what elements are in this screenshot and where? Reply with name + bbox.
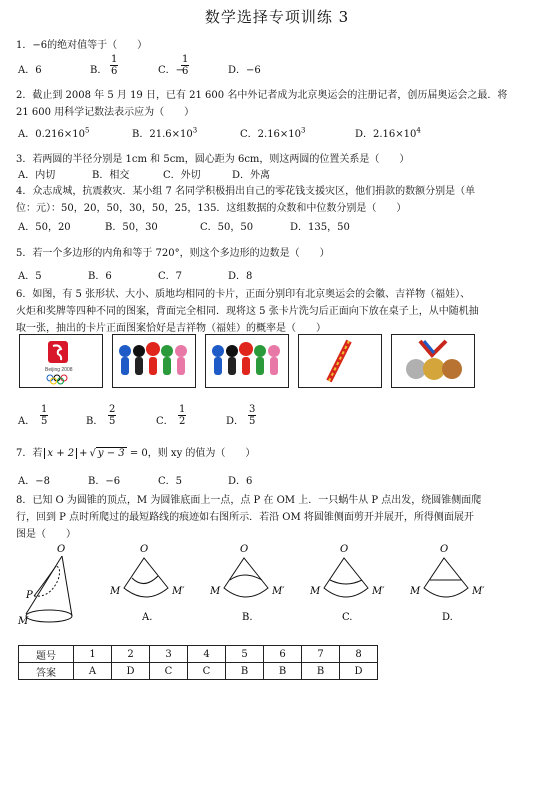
page-title: 数学选择专项训练 3 (204, 8, 350, 26)
q6-option-b: B． (86, 416, 104, 427)
card-medals (391, 334, 475, 388)
sector-option-d (409, 544, 485, 623)
table-cell: D (340, 663, 378, 680)
sector-d-label-o: O (440, 544, 449, 555)
sector-b-caption: B. (242, 612, 253, 623)
q3-stem: 3．若两圆的半径分别是 1cm 和 5cm，圆心距为 6cm，则这两圆的位置关系是（ ） (16, 154, 410, 165)
q2-option-a-exp: 5 (84, 126, 90, 135)
sector-option-c (309, 544, 385, 623)
fuwa-mascots-icon (113, 335, 195, 387)
q7-stem-post: = 0，则 xy 的值为（ ） (129, 448, 256, 459)
sector-d-label-m2: M′ (472, 586, 485, 597)
table-row (19, 663, 378, 680)
card-fuwa-2 (205, 334, 289, 388)
table-cell: B (264, 663, 302, 680)
q4-stem-line2: 位：元）：50，20，50，30，50，25，135．这组数据的众数和中位数分别是（ ） (16, 203, 407, 214)
q6-option-a: A． (18, 416, 36, 427)
q2-option-c-text: C．2.16×10 (240, 129, 302, 140)
q4-option-c: C．50，50 (200, 222, 254, 233)
q2-option-c (240, 125, 306, 140)
q1-option-c: C．− (158, 65, 185, 76)
q5-option-c: C．7 (158, 271, 183, 282)
q6-option-d: D． (226, 416, 245, 427)
q8-stem-line1: 8．已知 O 为圆锥的顶点，M 为圆锥底面上一点，点 P 在 OM 上．一只蜗牛从 P 点出发，绕圆锥侧面爬 (16, 495, 482, 506)
q2-stem-line2: 21 600 用科学记数法表示应为（ ） (16, 107, 195, 118)
table-cell: 1 (74, 646, 112, 663)
q1-option-c-frac (181, 54, 189, 77)
q2-option-d (355, 125, 421, 140)
q2-stem-line1: 2．截止到 2008 年 5 月 19 日，已有 21 600 名中外记者成为北京奥运会的注册记者，创历届奥运会之最．将 (16, 90, 508, 101)
sector-c-label-m: M (310, 586, 321, 597)
q5-option-b: B．6 (88, 271, 112, 282)
q2-option-b-exp: 3 (192, 126, 198, 135)
q7-sqrt-expr: y − 3 (97, 448, 125, 459)
q3-option-d: D．外离 (232, 170, 271, 181)
answer-table (18, 645, 378, 680)
q5-stem: 5．若一个多边形的内角和等于 720°，则这个多边形的边数是（ ） (16, 248, 330, 259)
table-cell: 4 (188, 646, 226, 663)
medals-icon (392, 335, 474, 387)
card-fuwa-1 (112, 334, 196, 388)
q1-stem: 1．−6的绝对值等于（ ） (16, 40, 148, 51)
sector-a-caption: A. (142, 612, 153, 623)
q3-option-b: B．相交 (92, 170, 130, 181)
q1-option-b: B． (90, 65, 108, 76)
q2-option-d-exp: 4 (416, 126, 421, 135)
q3-option-c: C．外切 (163, 170, 201, 181)
q7-plus: + (79, 448, 88, 459)
table-cell: B (302, 663, 340, 680)
sector-a-label-o: O (140, 544, 149, 555)
q2-option-b-text: B．21.6×10 (132, 129, 193, 140)
q1-c-numerator: 1 (182, 54, 189, 65)
table-cell: C (150, 663, 188, 680)
q6-b-numerator: 2 (109, 404, 116, 415)
q4-option-b: B．50，30 (105, 222, 158, 233)
q2-option-a-text: A．0.216×10 (18, 129, 85, 140)
q6-options (18, 404, 318, 438)
q4-option-d: D．135，50 (290, 222, 350, 233)
q4-option-a: A．50，20 (18, 222, 71, 233)
card-torch (298, 334, 382, 388)
card-beijing-emblem (19, 334, 103, 388)
q3-option-a: A．内切 (18, 170, 56, 181)
q6-d-denominator: 5 (249, 416, 256, 427)
table-cell: A (74, 663, 112, 680)
q6-stem-line3: 取一张，抽出的卡片正面图案恰好是吉祥物（福娃）的概率是（ ） (16, 323, 326, 334)
sector-a-label-m2: M′ (172, 586, 185, 597)
cone-label-o: O (57, 544, 66, 555)
q6-b-denominator: 5 (109, 416, 116, 427)
q6-a-denominator: 5 (41, 416, 48, 427)
table-cell: 5 (226, 646, 264, 663)
q6-option-c-frac (178, 404, 186, 427)
table-cell: 7 (302, 646, 340, 663)
q1-options (18, 54, 538, 84)
q2-option-b (132, 125, 197, 140)
q5-option-d: D．8 (228, 271, 253, 282)
table-cell: B (226, 663, 264, 680)
q8-stem-line3: 图是（ ） (16, 529, 76, 540)
q7-abs-expr: x + 2 (44, 448, 77, 459)
q6-stem-line2: 火炬和奖牌等四种不同的图案，背面完全相同．现将这 5 张卡片洗匀后正面向下放在桌子上，从中随机抽 (16, 306, 479, 317)
q1-b-denominator: 6 (111, 66, 118, 77)
q6-stem-line1: 6．如图，有 5 张形状、大小、质地均相同的卡片，正面分别印有北京奥运会的会徽、吉祥物（福娃）、 (16, 289, 471, 300)
table-row (19, 646, 378, 663)
q6-a-numerator: 1 (41, 404, 48, 415)
sector-b-label-m2: M′ (272, 586, 285, 597)
sector-d-label-m: M (410, 586, 421, 597)
q8-stem-line2: 行，回到 P 点时所爬过的最短路线的痕迹如右图所示．若沿 OM 将圆锥侧面剪开并展开，所得侧面展开 (16, 512, 474, 523)
sqrt-icon: √ (89, 448, 96, 459)
sector-c-caption: C. (342, 612, 353, 623)
sector-option-a (110, 544, 185, 623)
q6-c-numerator: 1 (179, 404, 186, 415)
q2-option-c-exp: 3 (301, 126, 306, 135)
fuwa-mascots-icon (206, 335, 288, 387)
q7-option-a: A．−8 (18, 476, 50, 487)
sector-d-caption: D. (442, 612, 453, 623)
q6-option-b-frac (108, 404, 116, 427)
q7-option-d: D．6 (228, 476, 253, 487)
sector-b-label-m: M (210, 586, 221, 597)
q4-stem-line1: 4．众志成城，抗震救灾．某小组 7 名同学积极捐出自己的零花钱支援灾区，他们捐款的数额分别是（单 (16, 186, 476, 197)
beijing-emblem-icon (20, 335, 102, 387)
table-cell: 2 (112, 646, 150, 663)
q6-option-d-frac (248, 404, 256, 427)
q1-option-a: A．6 (18, 65, 42, 76)
table-cell: 3 (150, 646, 188, 663)
sector-c-label-m2: M′ (372, 586, 385, 597)
q7-stem-pre: 7．若 (16, 448, 43, 459)
cone-label-m: M (18, 616, 29, 627)
q2-option-d-text: D．2.16×10 (355, 129, 417, 140)
sector-b-label-o: O (240, 544, 249, 555)
q6-d-numerator: 3 (249, 404, 256, 415)
table-header-cell: 答案 (19, 663, 74, 680)
sector-option-b (209, 544, 285, 623)
table-cell: 6 (264, 646, 302, 663)
q1-option-b-frac (110, 54, 118, 77)
cone-label-p: P (26, 590, 33, 601)
sector-a-label-m: M (110, 586, 121, 597)
table-header-cell: 题号 (19, 646, 74, 663)
q6-option-a-frac (40, 404, 48, 427)
q6-c-denominator: 2 (179, 416, 186, 427)
q7-stem (16, 444, 255, 459)
torch-icon (299, 335, 381, 387)
q7-option-c: C．5 (158, 476, 183, 487)
q7-option-b: B．−6 (88, 476, 121, 487)
q1-b-numerator: 1 (111, 54, 118, 65)
sector-c-label-o: O (340, 544, 349, 555)
sector-options (110, 540, 530, 630)
q5-option-a: A．5 (18, 271, 42, 282)
table-cell: D (112, 663, 150, 680)
emblem-caption: Beijing 2008 (45, 367, 73, 373)
cone-diagram (17, 544, 72, 627)
q1-option-d: D．−6 (228, 65, 261, 76)
table-cell: C (188, 663, 226, 680)
q1-c-denominator: 6 (182, 66, 189, 77)
q2-option-a (18, 125, 89, 140)
table-cell: 8 (340, 646, 378, 663)
q6-option-c: C． (156, 416, 174, 427)
